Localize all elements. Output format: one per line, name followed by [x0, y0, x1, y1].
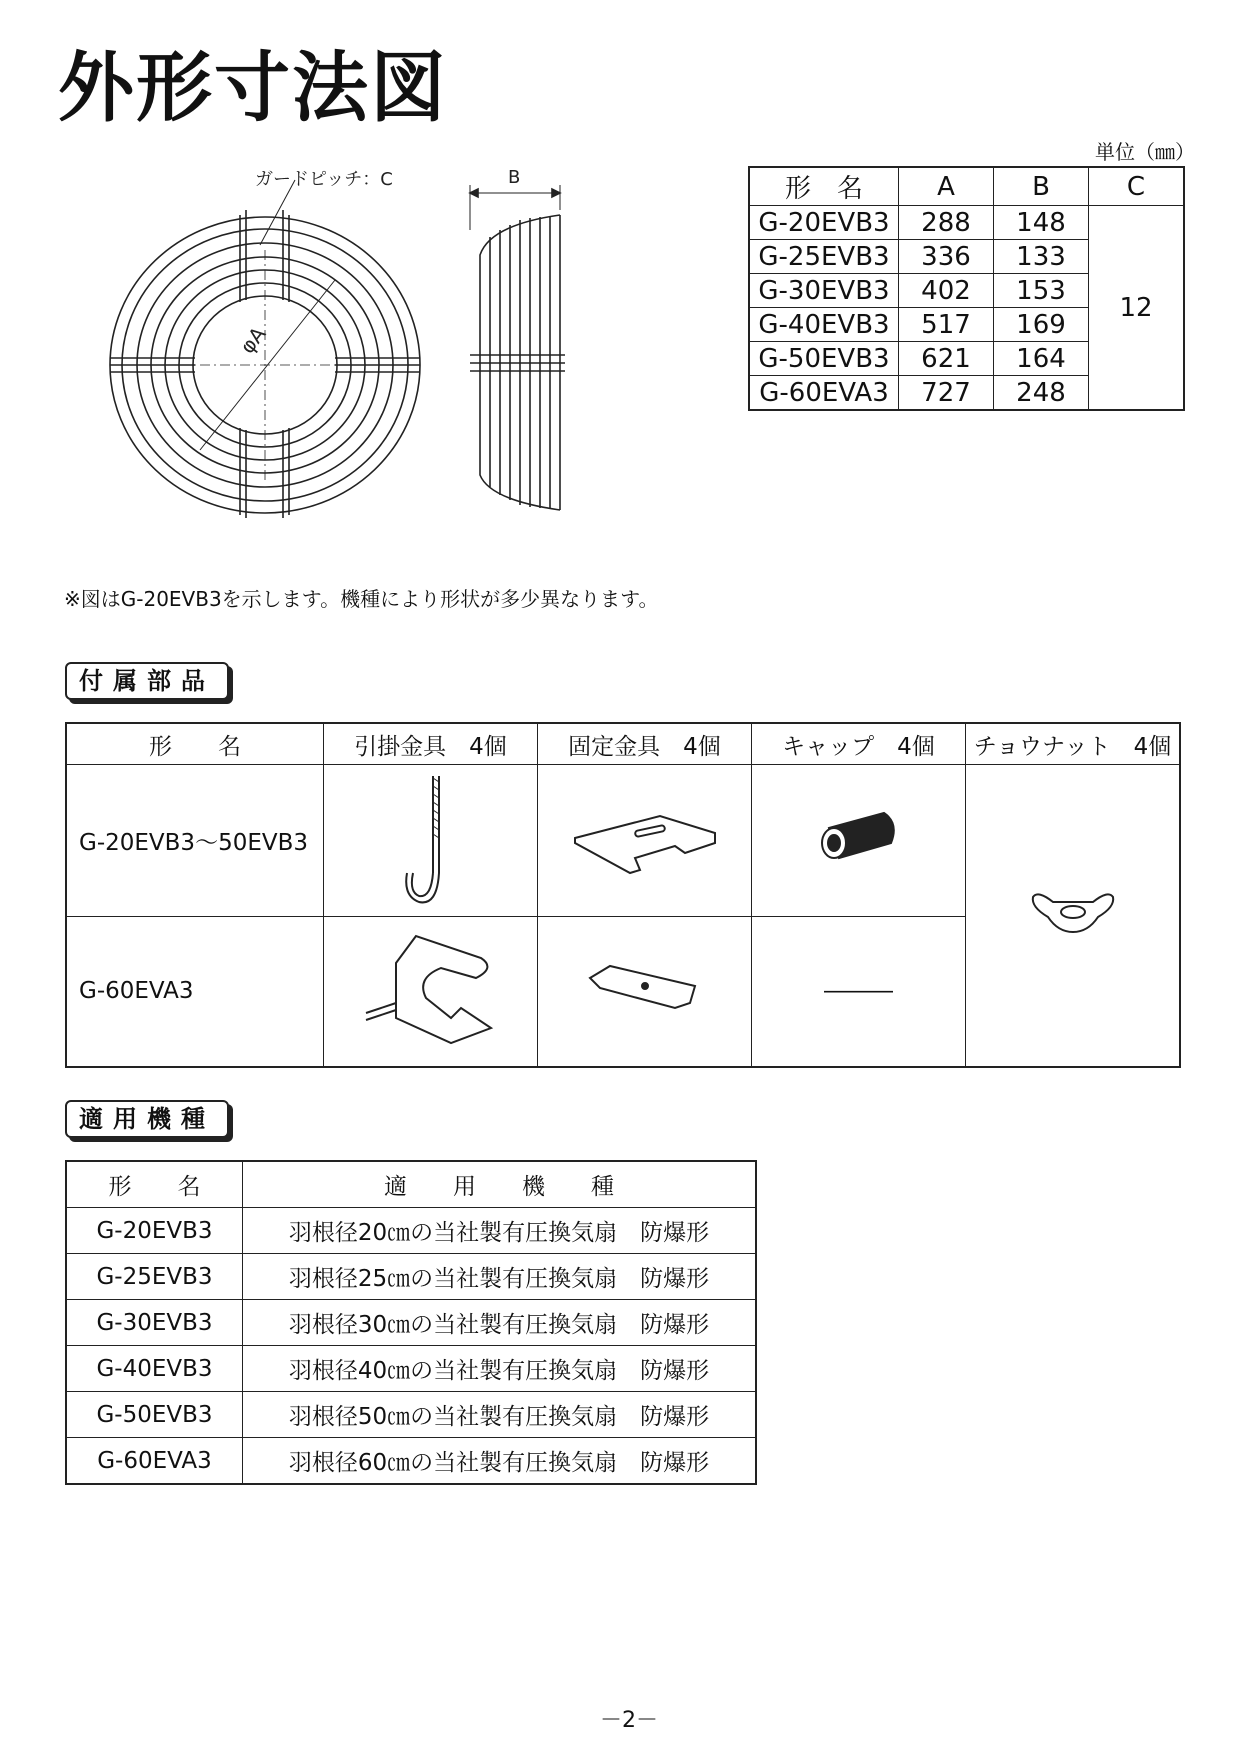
b-cell: 133 [994, 240, 1089, 274]
figure-note: ※図はG-20EVB3を示します。機種により形状が多少異なります。 [64, 587, 659, 611]
desc-cell: 羽根径20㎝の当社製有圧換気扇 防爆形 [243, 1208, 757, 1254]
applicable-section-title: 適用機種 [65, 1100, 229, 1138]
hook-image-cell [324, 917, 538, 1067]
a-cell: 288 [899, 206, 994, 240]
a-cell: 727 [899, 376, 994, 411]
header-model: 形 名 [749, 167, 899, 206]
page-title: 外形寸法図 [58, 43, 448, 132]
table-header-row [66, 1161, 756, 1208]
header-applicable: 適 用 機 種 [243, 1161, 757, 1208]
wingnut-image-cell [966, 765, 1181, 1067]
desc-cell: 羽根径60㎝の当社製有圧換気扇 防爆形 [243, 1438, 757, 1485]
model-cell: G-20EVB3 [749, 206, 899, 240]
model-cell: G-25EVB3 [66, 1254, 243, 1300]
wing-nut-icon [1023, 882, 1123, 942]
header-cap: キャップ 4個 [752, 723, 966, 765]
desc-cell: 羽根径50㎝の当社製有圧換気扇 防爆形 [243, 1392, 757, 1438]
bracket-image-cell [538, 917, 752, 1067]
model-cell: G-60EVA3 [66, 1438, 243, 1485]
header-b: B [994, 167, 1089, 206]
guard-front-view-diagram [100, 160, 440, 520]
header-bracket: 固定金具 4個 [538, 723, 752, 765]
guard-side-view-diagram [460, 165, 590, 515]
desc-cell: 羽根径40㎝の当社製有圧換気扇 防爆形 [243, 1346, 757, 1392]
hook-image-cell [324, 765, 538, 917]
table-row [66, 1300, 756, 1346]
model-cell: G-60EVA3 [749, 376, 899, 411]
page-number: －2－ [600, 1708, 658, 1733]
table-header-row [749, 167, 1184, 206]
header-model: 形 名 [66, 723, 324, 765]
a-cell: 517 [899, 308, 994, 342]
hook-bracket-icon [356, 928, 506, 1048]
table-header-row [66, 723, 1180, 765]
diameter-a-label: φA [235, 322, 271, 359]
b-cell: 148 [994, 206, 1089, 240]
table-row [66, 1208, 756, 1254]
applicable-models-table [65, 1160, 757, 1485]
header-model: 形 名 [66, 1161, 243, 1208]
width-b-label: B [508, 167, 521, 188]
header-a: A [899, 167, 994, 206]
cap-image-cell [752, 765, 966, 917]
model-cell: G-50EVB3 [66, 1392, 243, 1438]
a-cell: 402 [899, 274, 994, 308]
cap-cell: ――― [752, 917, 966, 1067]
header-wingnut: チョウナット 4個 [966, 723, 1181, 765]
model-cell: G-20EVB3 [66, 1208, 243, 1254]
model-cell: G-40EVB3 [66, 1346, 243, 1392]
accessories-section-title: 付属部品 [65, 662, 229, 700]
desc-cell: 羽根径25㎝の当社製有圧換気扇 防爆形 [243, 1254, 757, 1300]
fixing-bracket-icon [565, 798, 725, 878]
b-cell: 164 [994, 342, 1089, 376]
b-cell: 153 [994, 274, 1089, 308]
a-cell: 336 [899, 240, 994, 274]
table-row [66, 765, 1180, 917]
b-cell: 248 [994, 376, 1089, 411]
table-row [66, 1254, 756, 1300]
header-hook: 引掛金具 4個 [324, 723, 538, 765]
a-cell: 621 [899, 342, 994, 376]
model-cell: G-30EVB3 [749, 274, 899, 308]
model-cell: G-25EVB3 [749, 240, 899, 274]
model-cell: G-50EVB3 [749, 342, 899, 376]
c-cell: 12 [1089, 206, 1185, 411]
model-cell: G-60EVA3 [66, 917, 324, 1067]
table-row [66, 1438, 756, 1485]
bracket-image-cell [538, 765, 752, 917]
desc-cell: 羽根径30㎝の当社製有圧換気扇 防爆形 [243, 1300, 757, 1346]
cap-icon [809, 798, 909, 878]
hook-bolt-icon [391, 768, 471, 908]
table-row [66, 1392, 756, 1438]
unit-label: 単位（㎜） [1095, 140, 1195, 164]
fixing-plate-icon [580, 958, 710, 1018]
header-c: C [1089, 167, 1185, 206]
table-row [749, 206, 1184, 240]
b-cell: 169 [994, 308, 1089, 342]
table-row [66, 1346, 756, 1392]
accessories-table [65, 722, 1181, 1068]
model-cell: G-20EVB3〜50EVB3 [66, 765, 324, 917]
guard-pitch-label: ガードピッチ：C [255, 169, 393, 190]
dimension-table [748, 166, 1185, 411]
model-cell: G-30EVB3 [66, 1300, 243, 1346]
model-cell: G-40EVB3 [749, 308, 899, 342]
